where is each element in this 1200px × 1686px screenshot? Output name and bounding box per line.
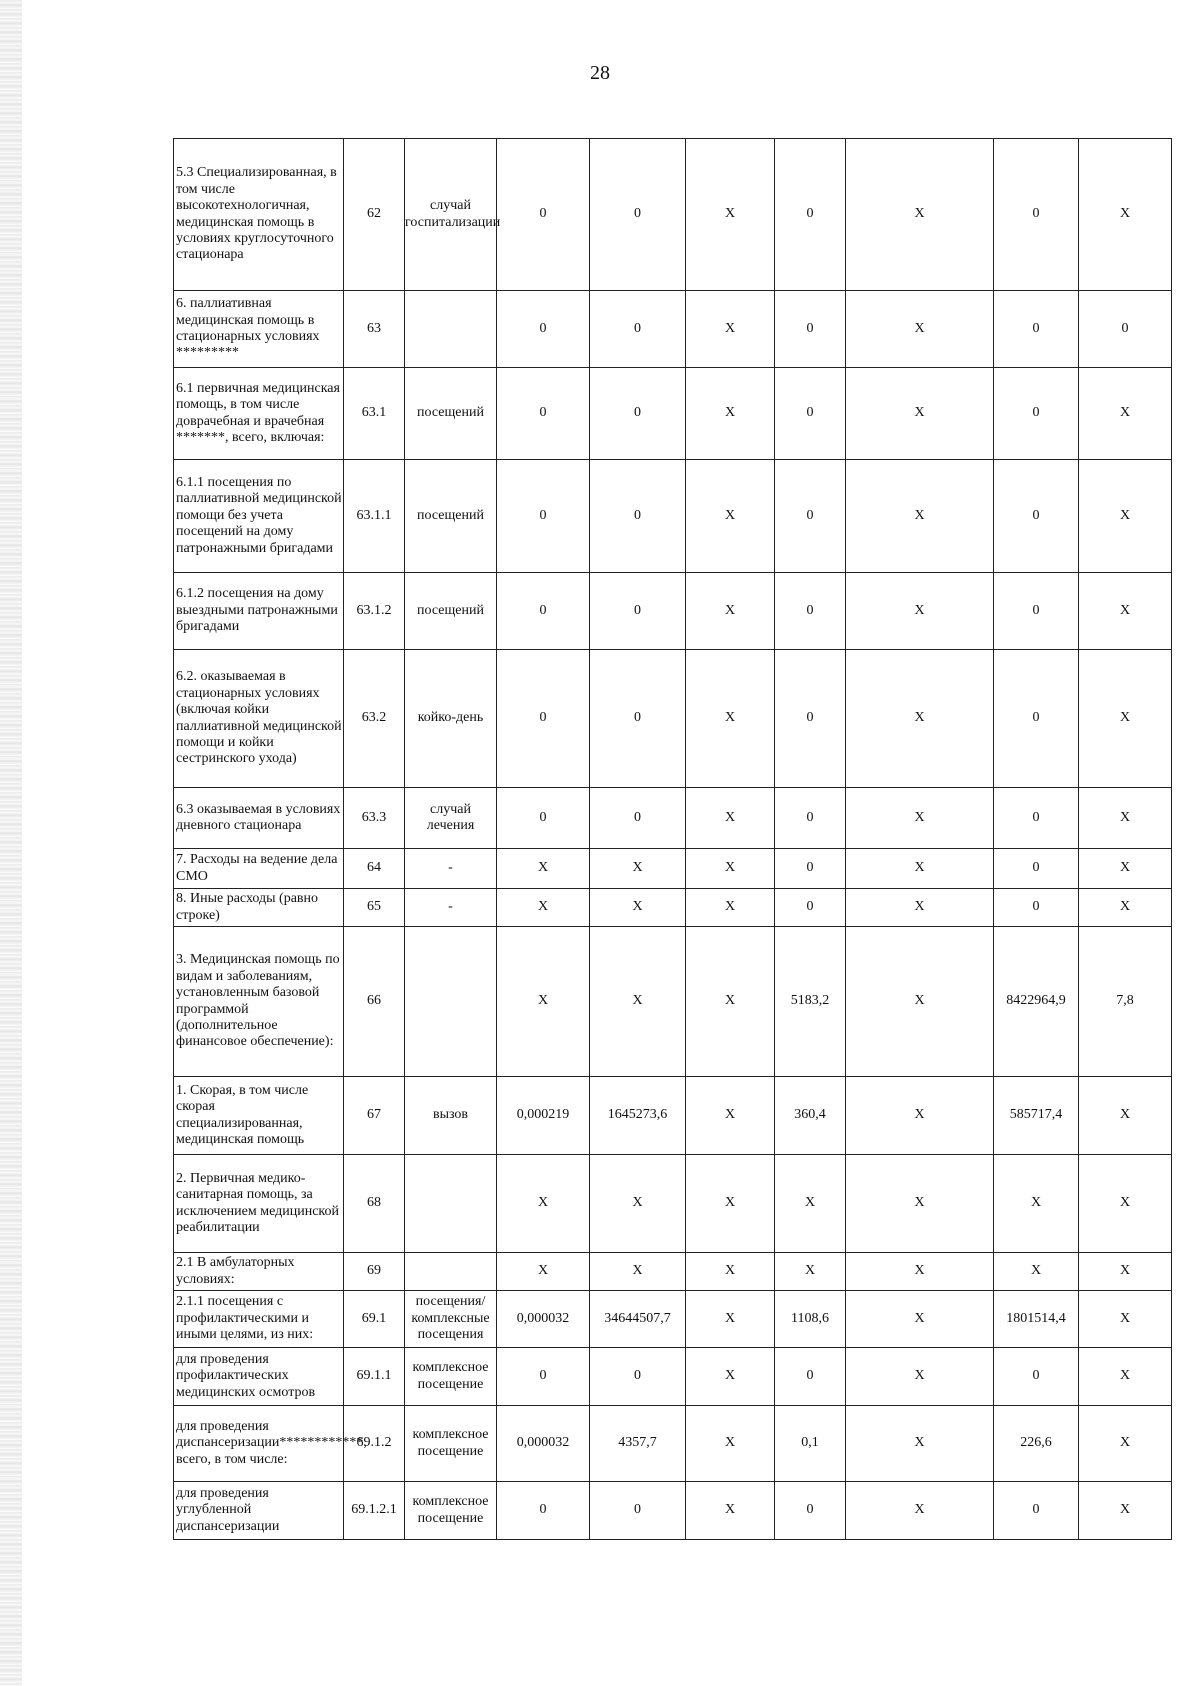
table-body (174, 139, 1172, 1540)
row-name-cell: 2. Первичная медико-санитарная помощь, за исключением медицинской реабилитации (174, 1155, 344, 1253)
table-row (174, 1253, 1172, 1291)
value-cell-7: X (1079, 1348, 1172, 1406)
value-cell-6: 0 (994, 889, 1079, 927)
value-cell-5: X (846, 1291, 994, 1348)
value-cell-6: X (994, 1253, 1079, 1291)
table-row (174, 1155, 1172, 1253)
unit-cell (405, 927, 497, 1077)
value-cell-3: X (686, 139, 775, 291)
value-cell-5: X (846, 788, 994, 849)
value-cell-4: 5183,2 (775, 927, 846, 1077)
value-cell-7: X (1079, 1077, 1172, 1155)
value-cell-5: X (846, 573, 994, 650)
row-name-cell: 2.1.1 посещения с профилактическими и иными целями, из них: (174, 1291, 344, 1348)
value-cell-6: X (994, 1155, 1079, 1253)
value-cell-6: 0 (994, 139, 1079, 291)
row-name-cell: 7. Расходы на ведение дела СМО (174, 849, 344, 889)
value-cell-4: 1108,6 (775, 1291, 846, 1348)
value-cell-4: X (775, 1155, 846, 1253)
value-cell-5: X (846, 1077, 994, 1155)
line-number-cell: 69.1.1 (344, 1348, 405, 1406)
value-cell-3: X (686, 1253, 775, 1291)
value-cell-3: X (686, 1077, 775, 1155)
value-cell-7: X (1079, 849, 1172, 889)
value-cell-2: 0 (590, 573, 686, 650)
value-cell-4: 0,1 (775, 1406, 846, 1482)
row-name-cell: для проведения профилактических медицинских осмотров (174, 1348, 344, 1406)
data-table (173, 138, 1172, 1540)
value-cell-7: X (1079, 139, 1172, 291)
line-number-cell: 69.1.2.1 (344, 1482, 405, 1540)
unit-cell: - (405, 849, 497, 889)
value-cell-6: 0 (994, 650, 1079, 788)
value-cell-5: X (846, 460, 994, 573)
line-number-cell: 69.1 (344, 1291, 405, 1348)
value-cell-1: 0 (497, 368, 590, 460)
line-number-cell: 63 (344, 291, 405, 368)
value-cell-6: 0 (994, 1348, 1079, 1406)
table-row (174, 368, 1172, 460)
value-cell-7: X (1079, 1406, 1172, 1482)
value-cell-1: 0,000032 (497, 1406, 590, 1482)
value-cell-1: X (497, 889, 590, 927)
value-cell-3: X (686, 849, 775, 889)
value-cell-4: 0 (775, 460, 846, 573)
value-cell-7: X (1079, 573, 1172, 650)
value-cell-5: X (846, 1348, 994, 1406)
value-cell-1: 0 (497, 1348, 590, 1406)
value-cell-5: X (846, 1253, 994, 1291)
scan-edge (0, 0, 22, 1686)
value-cell-3: X (686, 460, 775, 573)
value-cell-2: 4357,7 (590, 1406, 686, 1482)
value-cell-3: X (686, 650, 775, 788)
value-cell-6: 0 (994, 368, 1079, 460)
value-cell-6: 226,6 (994, 1406, 1079, 1482)
value-cell-5: X (846, 927, 994, 1077)
value-cell-1: 0 (497, 1482, 590, 1540)
value-cell-2: X (590, 889, 686, 927)
value-cell-3: X (686, 1406, 775, 1482)
line-number-cell: 69 (344, 1253, 405, 1291)
unit-cell: - (405, 889, 497, 927)
value-cell-6: 1801514,4 (994, 1291, 1079, 1348)
value-cell-6: 0 (994, 573, 1079, 650)
table-row (174, 650, 1172, 788)
line-number-cell: 65 (344, 889, 405, 927)
line-number-cell: 68 (344, 1155, 405, 1253)
row-name-cell: 6.1 первичная медицинская помощь, в том числе доврачебная и врачебная *******, всего, включая: (174, 368, 344, 460)
line-number-cell: 63.1 (344, 368, 405, 460)
table-row (174, 889, 1172, 927)
value-cell-7: X (1079, 1253, 1172, 1291)
value-cell-5: X (846, 650, 994, 788)
unit-cell: посещения/комплексные посещения (405, 1291, 497, 1348)
value-cell-3: X (686, 291, 775, 368)
value-cell-4: 360,4 (775, 1077, 846, 1155)
unit-cell: комплексное посещение (405, 1406, 497, 1482)
value-cell-7: X (1079, 650, 1172, 788)
value-cell-7: X (1079, 1482, 1172, 1540)
value-cell-4: 0 (775, 1348, 846, 1406)
row-name-cell: 5.3 Специализированная, в том числе высокотехнологичная, медицинская помощь в условиях круглосуточного стационара (174, 139, 344, 291)
row-name-cell: 6.1.2 посещения на дому выездными патронажными бригадами (174, 573, 344, 650)
unit-cell: случай лечения (405, 788, 497, 849)
value-cell-5: X (846, 139, 994, 291)
row-name-cell: 3. Медицинская помощь по видам и заболеваниям, установленным базовой программой (дополнительное финансовое обеспечение): (174, 927, 344, 1077)
value-cell-7: X (1079, 1155, 1172, 1253)
table-row (174, 1348, 1172, 1406)
value-cell-4: 0 (775, 139, 846, 291)
row-name-cell: 6. паллиативная медицинская помощь в стационарных условиях ********* (174, 291, 344, 368)
value-cell-2: X (590, 927, 686, 1077)
value-cell-3: X (686, 1482, 775, 1540)
line-number-cell: 67 (344, 1077, 405, 1155)
unit-cell: случай госпитализации (405, 139, 497, 291)
line-number-cell: 63.1.2 (344, 573, 405, 650)
table-row (174, 1406, 1172, 1482)
value-cell-4: 0 (775, 368, 846, 460)
value-cell-3: X (686, 573, 775, 650)
line-number-cell: 63.1.1 (344, 460, 405, 573)
value-cell-3: X (686, 1155, 775, 1253)
value-cell-5: X (846, 368, 994, 460)
unit-cell: вызов (405, 1077, 497, 1155)
value-cell-4: 0 (775, 650, 846, 788)
value-cell-5: X (846, 1406, 994, 1482)
value-cell-1: 0 (497, 139, 590, 291)
value-cell-7: X (1079, 1291, 1172, 1348)
row-name-cell: 6.1.1 посещения по паллиативной медицинской помощи без учета посещений на дому патронажными бригадами (174, 460, 344, 573)
value-cell-2: 0 (590, 291, 686, 368)
value-cell-1: 0 (497, 573, 590, 650)
unit-cell: комплексное посещение (405, 1348, 497, 1406)
line-number-cell: 69.1.2 (344, 1406, 405, 1482)
value-cell-2: 0 (590, 139, 686, 291)
value-cell-4: 0 (775, 849, 846, 889)
value-cell-2: 0 (590, 1348, 686, 1406)
value-cell-7: 0 (1079, 291, 1172, 368)
value-cell-5: X (846, 1482, 994, 1540)
value-cell-1: 0 (497, 460, 590, 573)
line-number-cell: 66 (344, 927, 405, 1077)
value-cell-7: 7,8 (1079, 927, 1172, 1077)
value-cell-3: X (686, 788, 775, 849)
value-cell-2: X (590, 849, 686, 889)
value-cell-6: 0 (994, 460, 1079, 573)
row-name-cell: 1. Скорая, в том числе скорая специализированная, медицинская помощь (174, 1077, 344, 1155)
table-row (174, 139, 1172, 291)
table-row (174, 291, 1172, 368)
value-cell-5: X (846, 849, 994, 889)
value-cell-2: 0 (590, 368, 686, 460)
line-number-cell: 64 (344, 849, 405, 889)
table-row (174, 573, 1172, 650)
unit-cell: комплексное посещение (405, 1482, 497, 1540)
value-cell-1: X (497, 927, 590, 1077)
unit-cell: посещений (405, 573, 497, 650)
row-name-cell: для проведения углубленной диспансеризации (174, 1482, 344, 1540)
value-cell-3: X (686, 1348, 775, 1406)
value-cell-2: 1645273,6 (590, 1077, 686, 1155)
value-cell-3: X (686, 1291, 775, 1348)
unit-cell (405, 1155, 497, 1253)
line-number-cell: 63.3 (344, 788, 405, 849)
value-cell-4: 0 (775, 889, 846, 927)
value-cell-5: X (846, 291, 994, 368)
value-cell-1: 0,000219 (497, 1077, 590, 1155)
value-cell-7: X (1079, 788, 1172, 849)
value-cell-1: 0 (497, 788, 590, 849)
value-cell-6: 0 (994, 788, 1079, 849)
value-cell-7: X (1079, 889, 1172, 927)
value-cell-1: X (497, 849, 590, 889)
value-cell-2: 0 (590, 460, 686, 573)
value-cell-5: X (846, 1155, 994, 1253)
value-cell-3: X (686, 368, 775, 460)
value-cell-3: X (686, 889, 775, 927)
value-cell-4: X (775, 1253, 846, 1291)
table-row (174, 1482, 1172, 1540)
unit-cell (405, 291, 497, 368)
value-cell-3: X (686, 927, 775, 1077)
value-cell-6: 0 (994, 291, 1079, 368)
value-cell-6: 585717,4 (994, 1077, 1079, 1155)
table-row (174, 788, 1172, 849)
value-cell-1: 0,000032 (497, 1291, 590, 1348)
table-row (174, 460, 1172, 573)
value-cell-2: X (590, 1155, 686, 1253)
value-cell-1: 0 (497, 650, 590, 788)
table-row (174, 1077, 1172, 1155)
line-number-cell: 62 (344, 139, 405, 291)
row-name-cell: 6.2. оказываемая в стационарных условиях (включая койки паллиативной медицинской помощи и койки сестринского ухода) (174, 650, 344, 788)
table-row (174, 1291, 1172, 1348)
row-name-cell: 6.3 оказываемая в условиях дневного стационара (174, 788, 344, 849)
table-row (174, 927, 1172, 1077)
value-cell-1: 0 (497, 291, 590, 368)
value-cell-6: 0 (994, 1482, 1079, 1540)
value-cell-1: X (497, 1253, 590, 1291)
row-name-cell: 8. Иные расходы (равно строке) (174, 889, 344, 927)
unit-cell: посещений (405, 460, 497, 573)
unit-cell: посещений (405, 368, 497, 460)
value-cell-2: 0 (590, 650, 686, 788)
value-cell-7: X (1079, 368, 1172, 460)
value-cell-4: 0 (775, 291, 846, 368)
value-cell-2: 34644507,7 (590, 1291, 686, 1348)
value-cell-2: X (590, 1253, 686, 1291)
line-number-cell: 63.2 (344, 650, 405, 788)
value-cell-1: X (497, 1155, 590, 1253)
value-cell-4: 0 (775, 1482, 846, 1540)
unit-cell: койко-день (405, 650, 497, 788)
value-cell-2: 0 (590, 788, 686, 849)
value-cell-4: 0 (775, 573, 846, 650)
value-cell-2: 0 (590, 1482, 686, 1540)
row-name-cell: 2.1 В амбулаторных условиях: (174, 1253, 344, 1291)
unit-cell (405, 1253, 497, 1291)
page-number: 28 (590, 62, 610, 84)
table-row (174, 849, 1172, 889)
value-cell-6: 8422964,9 (994, 927, 1079, 1077)
value-cell-5: X (846, 889, 994, 927)
value-cell-4: 0 (775, 788, 846, 849)
row-name-cell: для проведения диспансеризации************, всего, в том числе: (174, 1406, 344, 1482)
value-cell-6: 0 (994, 849, 1079, 889)
value-cell-7: X (1079, 460, 1172, 573)
